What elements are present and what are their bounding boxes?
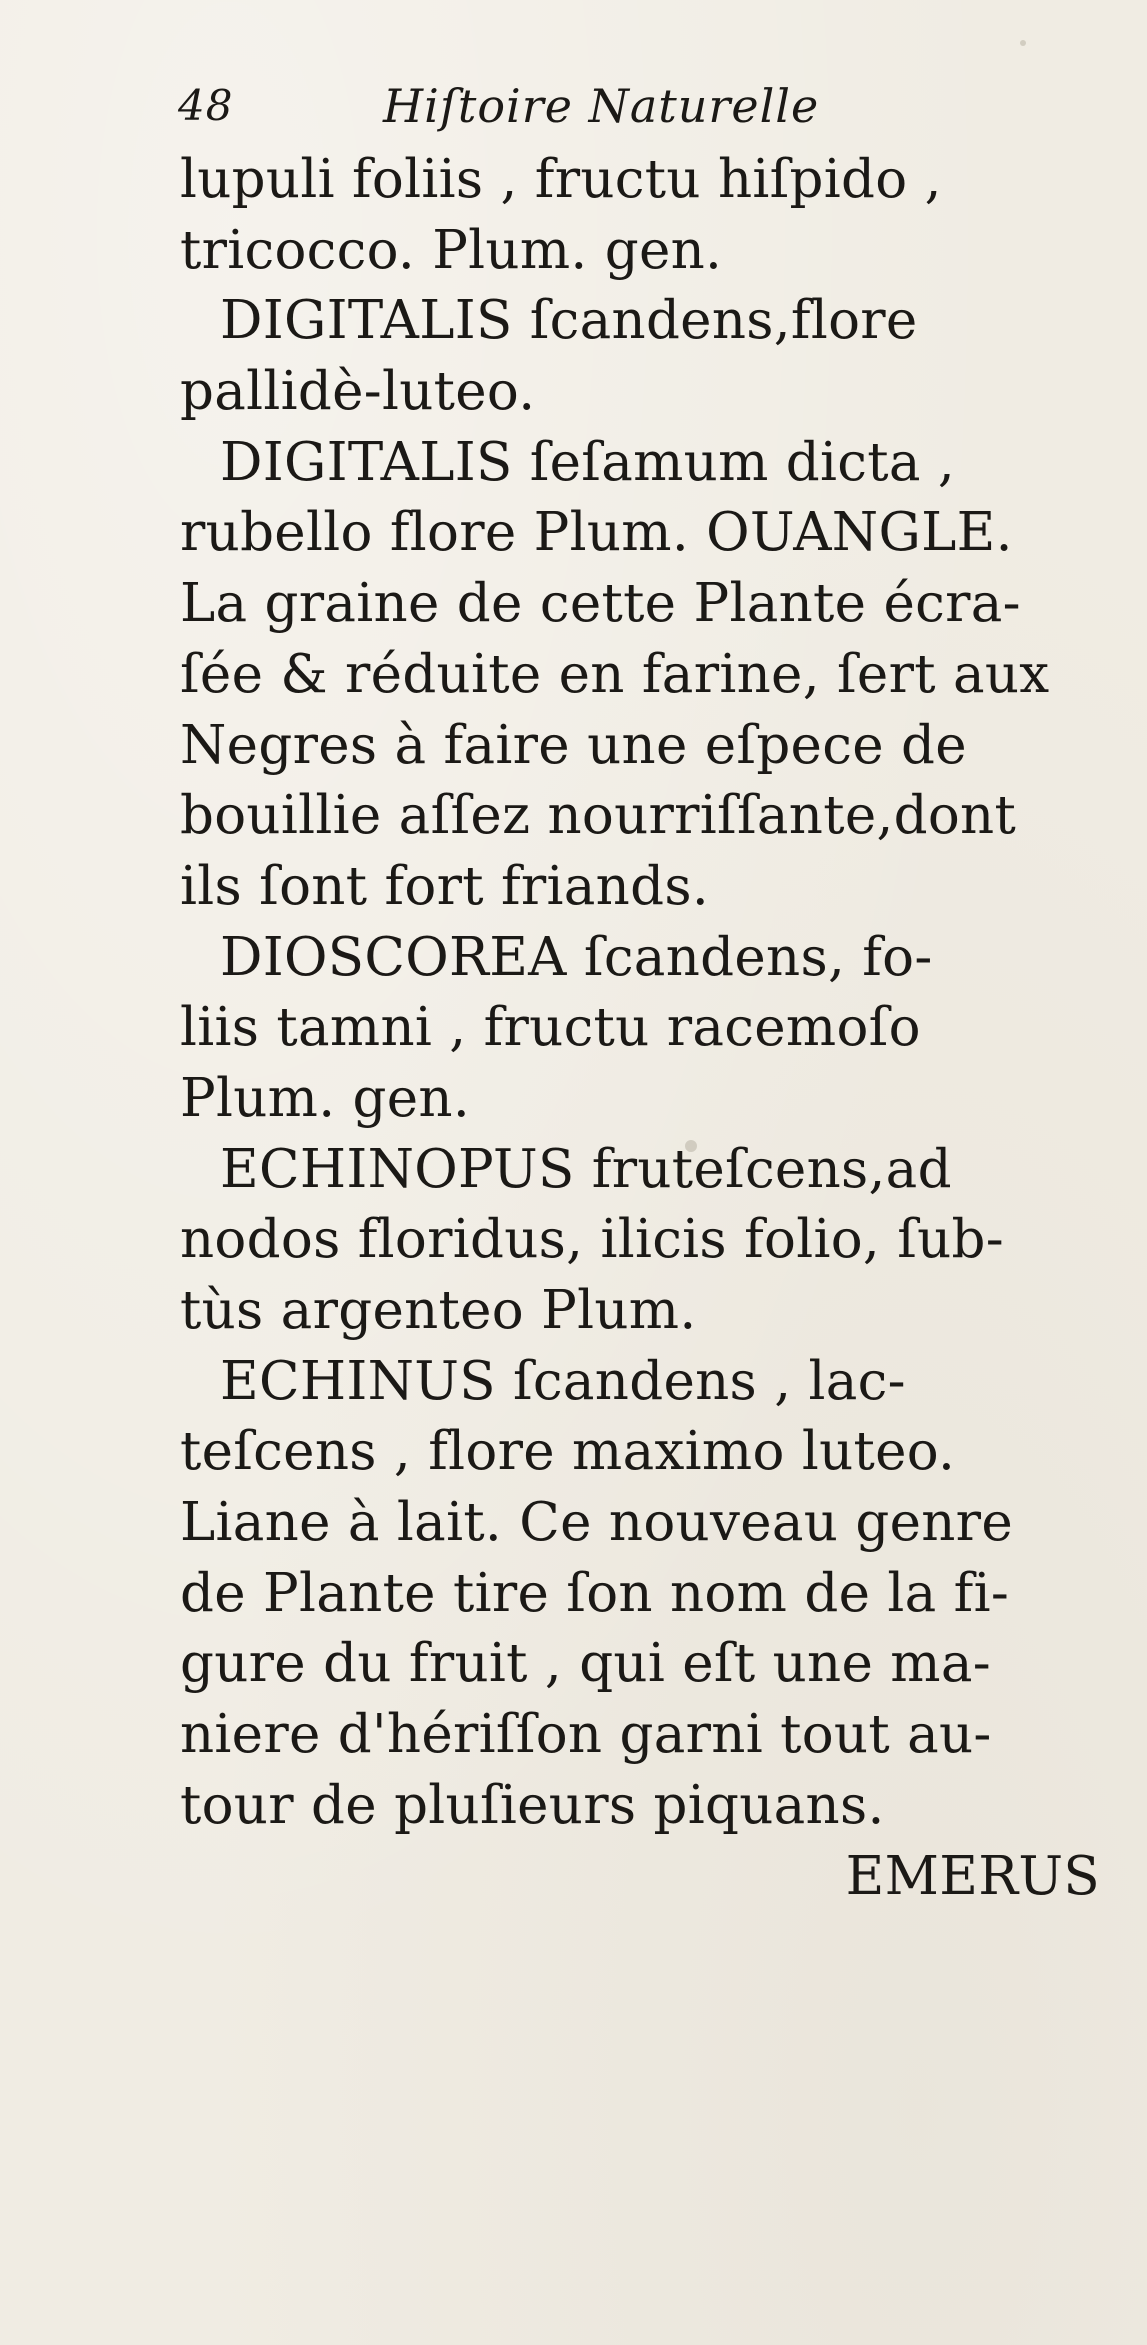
text-line: ECHINUS ſcandens , lac-	[220, 1350, 906, 1412]
text-line: ECHINOPUS fruteſcens,ad	[220, 1138, 952, 1200]
text-line: liis tamni , fructu racemoſo	[180, 997, 921, 1059]
text-line: de Plante tire ſon nom de la fi-	[180, 1562, 1010, 1624]
text-line: niere d'hériſſon garni tout au-	[180, 1704, 992, 1766]
text-line: Liane à lait. Ce nouveau genre	[180, 1492, 1013, 1554]
ink-spot	[1020, 40, 1026, 46]
text-line: tùs argenteo Plum.	[180, 1280, 697, 1341]
text-line: lupuli foliis , fructu hiſpido ,	[180, 149, 942, 210]
text-line: tour de pluſieurs piquans.	[180, 1774, 885, 1836]
text-line: DIGITALIS ſcandens,flore	[220, 290, 918, 352]
text-line: DIGITALIS ſeſamum dicta ,	[220, 431, 956, 493]
page-header	[178, 70, 978, 142]
text-line: gure du fruit , qui eſt une ma-	[180, 1633, 991, 1695]
text-line: ils ſont fort friands.	[180, 855, 709, 917]
text-line: rubello flore Plum. OUANGLE.	[180, 502, 1013, 564]
text-line: nodos floridus, ilicis folio, ſub-	[180, 1209, 1004, 1271]
text-line: bouillie aſſez nourriſſante,dont	[180, 785, 1017, 847]
running-title: Hiſtoire Naturelle	[383, 79, 820, 133]
text-line: Plum. gen.	[180, 1067, 470, 1129]
text-line: ſée & réduite en farine, ſert aux	[180, 643, 1050, 705]
text-line: DIOSCOREA ſcandens, fo-	[220, 926, 933, 988]
text-line: La graine de cette Plante écra-	[180, 573, 1021, 635]
page-number: 48	[178, 81, 234, 130]
catchword: EMERUS	[845, 1845, 1100, 1907]
text-line: tricocco. Plum. gen.	[180, 219, 723, 281]
text-line: Negres à faire une eſpece de	[180, 714, 967, 776]
body-text	[180, 145, 1120, 1912]
text-line: teſcens , flore maximo luteo.	[180, 1421, 956, 1483]
text-line: pallidè-luteo.	[180, 361, 536, 423]
